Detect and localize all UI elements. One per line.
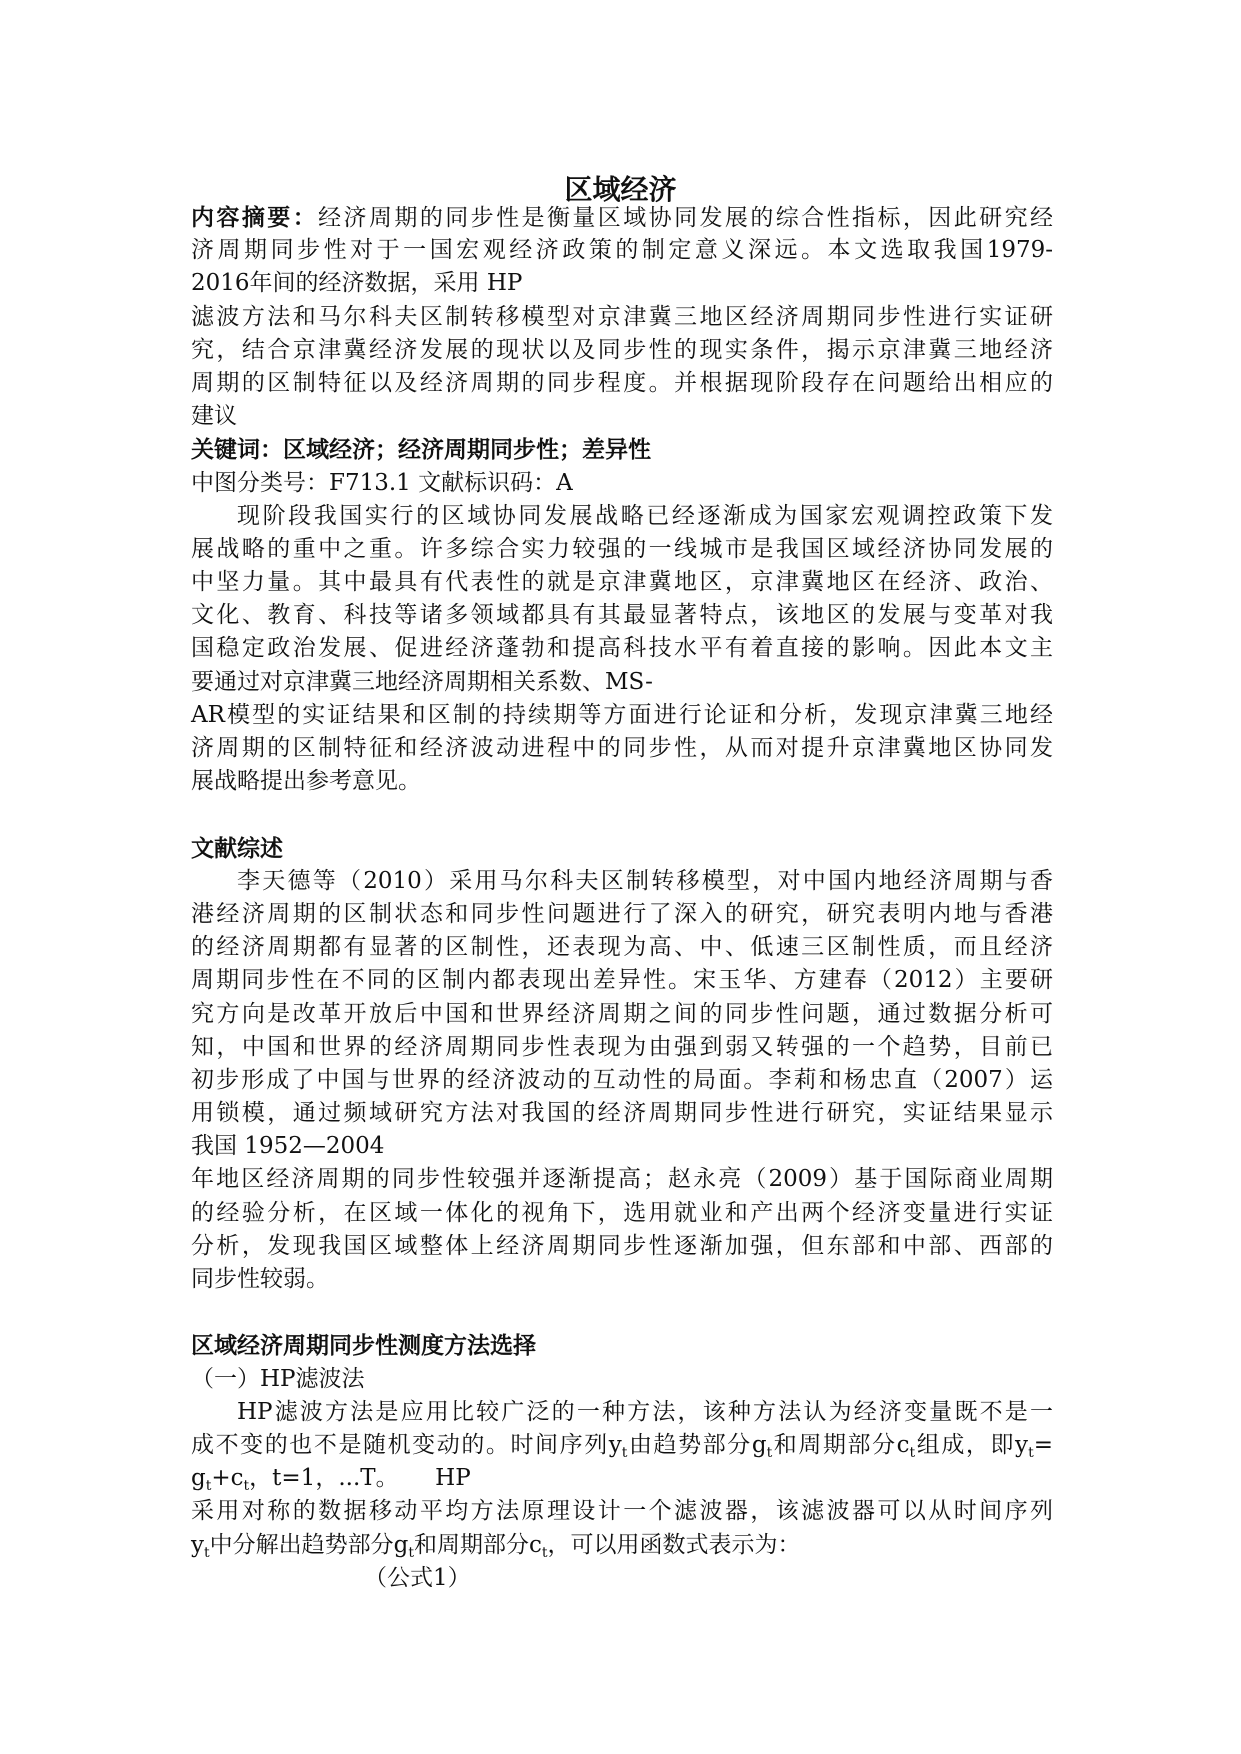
subsection-heading: （一）HP滤波法	[191, 1365, 365, 1392]
paragraph-line: 知，中国和世界的经济周期同步性表现为由强到弱又转强的一个趋势，目前已	[191, 1033, 1053, 1060]
paragraph-line: 用锁模，通过频域研究方法对我国的经济周期同步性进行研究，实证结果显示	[191, 1100, 1053, 1127]
paragraph-line: $y_t$中分解出趋势部分$g_t$和周期部分$c_t$，可以用函数式表示为：	[191, 1531, 801, 1561]
paragraph-line: 李天德等（2010）采用马尔科夫区制转移模型，对中国内地经济周期与香	[237, 867, 1053, 894]
abstract	[191, 201, 1053, 433]
paragraph-line: 同步性较弱。	[191, 1266, 329, 1292]
paragraph-line: 分析，发现我国区域整体上经济周期同步性逐渐加强，但东部和中部、西部的	[191, 1232, 1053, 1259]
abstract-label: 内容摘要：	[191, 204, 319, 231]
paragraph-line: 港经济周期的区制状态和同步性问题进行了深入的研究，研究表明内地与香港	[191, 900, 1053, 927]
intro-paragraph	[191, 500, 1053, 799]
spacer	[191, 1296, 1053, 1329]
paragraph-line: 国稳定政治发展、促进经济蓬勃和提高科技水平有着直接的影响。因此本文主	[191, 635, 1053, 662]
keywords: 关键词：区域经济；经济周期同步性；差异性	[191, 436, 651, 464]
paragraph-line: 要通过对京津冀三地经济周期相关系数、MS-	[191, 668, 653, 695]
abstract-line: 周期的区制特征以及经济周期的同步程度。并根据现阶段存在问题给出相应的	[191, 369, 1053, 396]
paragraph-line: 文化、教育、科技等诸多领域都具有其最显著特点，该地区的发展与变革对我	[191, 602, 1053, 629]
section-heading: 文献综述	[191, 834, 283, 862]
paragraph-line: 究方向是改革开放后中国和世界经济周期之间的同步性问题，通过数据分析可	[191, 1000, 1053, 1027]
spacer	[191, 798, 1053, 831]
paragraph-line: 的经济周期都有显著的区制性，还表现为高、中、低速三区制性质，而且经济	[191, 934, 1053, 961]
paragraph-line: 初步形成了中国与世界的经济波动的互动性的局面。李莉和杨忠直（2007）运	[191, 1066, 1053, 1093]
abstract-line: 内容摘要：经济周期的同步性是衡量区域协同发展的综合性指标，因此研究经	[191, 204, 1054, 231]
paragraph-line: AR模型的实证结果和区制的持续期等方面进行论证和分析，发现京津冀三地经	[191, 701, 1053, 728]
document-body	[191, 201, 1053, 1595]
abstract-line: 究，结合京津冀经济发展的现状以及同步性的现实条件，揭示京津冀三地经济	[191, 336, 1053, 363]
paragraph-line: 中坚力量。其中最具有代表性的就是京津冀地区，京津冀地区在经济、政治、	[191, 569, 1053, 596]
paragraph-line: 展战略提出参考意见。	[191, 768, 421, 795]
paragraph-line: 我国 1952—2004	[191, 1133, 385, 1160]
classification: 中图分类号：F713.1 文献标识码：A	[191, 469, 573, 496]
abstract-line: 济周期同步性对于一国宏观经济政策的制定意义深远。本文选取我国1979-	[191, 237, 1053, 264]
abstract-line: 滤波方法和马尔科夫区制转移模型对京津冀三地区经济周期同步性进行实证研	[191, 303, 1053, 330]
paragraph-line: 年地区经济周期的同步性较强并逐渐提高；赵永亮（2009）基于国际商业周期	[191, 1166, 1053, 1193]
abstract-line: 2016年间的经济数据，采用 HP	[191, 270, 523, 297]
paragraph-line: $g_t+c_t$，t=1，...T。 HP	[191, 1465, 471, 1495]
literature-review-section	[191, 832, 1053, 1297]
method-section	[191, 1329, 1053, 1595]
paragraph-line: 现阶段我国实行的区域协同发展战略已经逐渐成为国家宏观调控政策下发	[237, 502, 1053, 529]
paragraph-line: 成不变的也不是随机变动的。时间序列$y_t$由趋势部分$g_t$和周期部分$c_t$组成，即$y_t=$	[191, 1431, 1053, 1461]
section-heading: 区域经济周期同步性测度方法选择	[191, 1332, 536, 1360]
formula-label: （公式1）	[364, 1564, 471, 1591]
paragraph-line: 采用对称的数据移动平均方法原理设计一个滤波器，该滤波器可以从时间序列	[191, 1498, 1053, 1525]
paragraph-line: 的经验分析，在区域一体化的视角下，选用就业和产出两个经济变量进行实证	[191, 1199, 1053, 1226]
paragraph-line: HP滤波方法是应用比较广泛的一种方法，该种方法认为经济变量既不是一	[237, 1398, 1053, 1425]
paragraph-line: 济周期的区制特征和经济波动进程中的同步性，从而对提升京津冀地区协同发	[191, 735, 1053, 761]
paragraph-line: 周期同步性在不同的区制内都表现出差异性。宋玉华、方建春（2012）主要研	[191, 967, 1053, 994]
page-title: 区域经济	[564, 173, 677, 206]
abstract-line: 建议	[191, 403, 237, 430]
paragraph-line: 展战略的重中之重。许多综合实力较强的一线城市是我国区域经济协同发展的	[191, 535, 1053, 562]
